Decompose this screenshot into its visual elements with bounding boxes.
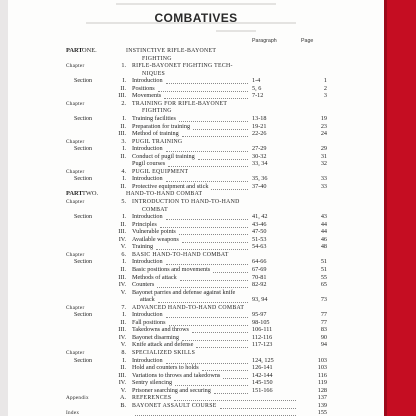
toc-number: II. xyxy=(120,265,126,273)
toc-entry-title: Introduction xyxy=(132,356,163,364)
toc-number: 4. xyxy=(121,167,126,175)
toc-entry-title: Training facilities xyxy=(132,114,176,122)
toc-entry-title: Prisoner searching and securing xyxy=(132,386,211,394)
page-number: 48 xyxy=(320,243,327,251)
toc-number: II. xyxy=(120,152,126,160)
paragraph-range: 95-97 xyxy=(252,311,267,319)
toc-label: Chapter xyxy=(66,63,85,70)
dot-leader xyxy=(160,221,248,228)
toc-number: II. xyxy=(120,364,126,372)
toc-label: Chapter xyxy=(66,350,85,356)
page-title: COMBATIVES xyxy=(154,11,238,25)
paragraph-range: 35, 36 xyxy=(252,175,268,183)
paragraph-column-header: Paragraph xyxy=(252,38,277,44)
toc-number: 3. xyxy=(121,137,126,145)
toc-entry-title: BAYONET ASSAULT COURSE xyxy=(132,402,217,409)
dot-leader xyxy=(158,85,248,92)
page-number: 2 xyxy=(323,84,327,92)
dot-leader xyxy=(192,326,248,333)
dot-leader xyxy=(179,228,248,235)
toc-entry-title: Movements xyxy=(132,92,162,100)
toc-number: V. xyxy=(120,386,126,394)
toc-number: 5. xyxy=(121,198,126,205)
toc-number: V. xyxy=(120,243,126,251)
page-number: 23 xyxy=(320,122,327,130)
paragraph-range: 13-18 xyxy=(252,114,267,122)
toc-number: 2. xyxy=(121,99,126,107)
toc-entry-title: Available weapons xyxy=(132,235,179,243)
toc-label: Chapter xyxy=(66,251,85,258)
page-number: 128 xyxy=(317,386,327,394)
toc-entry-title: NIQUES xyxy=(142,70,166,77)
toc-label: Chapter xyxy=(66,100,85,107)
toc-entry-title: Basic positions and movements xyxy=(132,265,211,273)
toc-number: I. xyxy=(122,145,126,153)
toc-label: Chapter xyxy=(66,199,85,205)
page-number: 31 xyxy=(320,152,327,160)
paragraph-range: 117-123 xyxy=(252,341,273,349)
dot-leader xyxy=(166,175,248,182)
paragraph-range: 43-46 xyxy=(252,220,267,228)
page-number: 83 xyxy=(320,326,327,334)
paragraph-range: 82-92 xyxy=(252,281,267,289)
dot-leader xyxy=(169,319,248,326)
dot-leader xyxy=(179,115,248,122)
paragraph-range: 7-12 xyxy=(252,92,264,100)
toc-number: II. xyxy=(120,122,126,130)
page-number: 90 xyxy=(320,333,327,341)
paragraph-range: 54-63 xyxy=(252,243,267,251)
toc-entry-title: HAND-TO-HAND COMBAT xyxy=(126,191,203,198)
toc-number: IV. xyxy=(118,281,126,289)
page-number: 94 xyxy=(320,341,327,349)
toc-label: Section xyxy=(74,312,92,319)
toc-entry-title: Introduction xyxy=(132,213,163,221)
paragraph-range: 70-81 xyxy=(252,273,267,281)
dot-leader xyxy=(156,243,248,250)
toc-entry-title: ADVANCED HAND-TO-HAND COMBAT xyxy=(132,304,245,311)
dot-leader xyxy=(164,92,248,99)
toc-number: V. xyxy=(120,341,126,349)
toc-number: III. xyxy=(118,273,126,281)
document-page xyxy=(8,0,384,416)
toc-number: III. xyxy=(118,326,126,334)
dot-leader xyxy=(182,236,248,243)
toc-number: III. xyxy=(118,130,126,138)
toc-number: 1. xyxy=(121,62,126,70)
toc-entry-title: RIFLE-BAYONET FIGHTING TECH- xyxy=(132,63,233,70)
dot-leader xyxy=(166,145,248,152)
toc-number: II. xyxy=(120,182,126,190)
page-number: 1 xyxy=(323,77,327,85)
dot-leader xyxy=(166,357,248,364)
page-number: 116 xyxy=(317,371,327,379)
dot-leader xyxy=(223,372,248,379)
dot-leader xyxy=(182,130,248,137)
paragraph-range: 27-29 xyxy=(252,145,267,153)
toc-entry-title: Variations to throws and takedowns xyxy=(132,371,221,379)
dot-leader xyxy=(175,379,248,386)
toc-number: 7. xyxy=(121,303,126,311)
toc-label: Section xyxy=(74,115,92,122)
toc-entry-title: Knife attack and defense xyxy=(132,341,194,349)
paragraph-range: 19-21 xyxy=(252,122,267,130)
toc-number: I. xyxy=(122,213,126,221)
paragraph-range: 30-32 xyxy=(252,152,267,160)
page-number: 65 xyxy=(320,281,327,289)
toc-entry-title: FIGHTING xyxy=(142,55,172,62)
toc-label: Section xyxy=(74,78,92,85)
paragraph-range: 5, 6 xyxy=(252,84,262,92)
paragraph-range: 106-111 xyxy=(252,326,273,334)
toc-entry-title: Conduct of pugil training xyxy=(132,152,195,160)
paragraph-range: 126-141 xyxy=(252,364,273,372)
toc-label: Chapter xyxy=(66,138,85,145)
page-number: 51 xyxy=(320,265,327,273)
toc-entry-title: Introduction xyxy=(132,145,163,153)
paragraph-range: 98-105 xyxy=(252,318,270,326)
dot-leader xyxy=(166,77,248,84)
toc-number: III. xyxy=(118,228,126,236)
dot-leader xyxy=(166,213,248,220)
toc-number: I. xyxy=(122,77,126,85)
toc-entry-title: Principles xyxy=(132,220,157,228)
page-number: 139 xyxy=(317,401,327,409)
toc-entry-title: Fall positions xyxy=(132,318,166,326)
dot-leader xyxy=(198,153,248,160)
toc-label: Index xyxy=(66,410,80,416)
page-number: 73 xyxy=(320,296,327,304)
toc-entry-title: Training xyxy=(132,243,154,251)
toc-entry-title: Takedowns and throws xyxy=(132,326,189,334)
toc-label: Section xyxy=(74,176,92,183)
toc-entry-title: COMBAT xyxy=(142,206,168,213)
page-shadow xyxy=(384,0,387,416)
toc-entry-title: Hold and counters to holds xyxy=(132,364,199,372)
toc-number: A. xyxy=(119,394,126,402)
toc-number: V. xyxy=(120,288,126,296)
toc-number: TWO. xyxy=(82,190,99,198)
toc-row xyxy=(8,409,384,416)
page-number: 103 xyxy=(317,356,327,364)
toc-entry-title: Positions xyxy=(132,84,155,92)
page-column-header: Page xyxy=(301,38,314,44)
page-number: 51 xyxy=(320,258,327,266)
page-number: 55 xyxy=(320,273,327,281)
toc-number: III. xyxy=(118,92,126,100)
toc-number: I. xyxy=(122,175,126,183)
page-number: 33 xyxy=(320,175,327,183)
toc-entry-title: Introduction xyxy=(132,258,163,266)
toc-number: I. xyxy=(122,258,126,266)
toc-label: Appendix xyxy=(66,395,89,402)
toc-number: IV. xyxy=(118,235,126,243)
dot-leader xyxy=(220,402,296,409)
dot-leader xyxy=(214,387,248,394)
toc-entry-title: Introduction xyxy=(132,311,163,319)
toc-number: I. xyxy=(122,356,126,364)
toc-entry-title: TRAINING FOR RIFLE-BAYONET xyxy=(132,100,228,107)
dot-leader xyxy=(158,296,248,303)
paragraph-range: 67-69 xyxy=(252,265,267,273)
page-number: 77 xyxy=(320,311,327,319)
page-number: 119 xyxy=(317,379,327,387)
dot-leader xyxy=(193,123,248,130)
paragraph-range: 37-40 xyxy=(252,182,267,190)
toc-number: II. xyxy=(120,220,126,228)
toc-entry-title: PUGIL EQUIPMENT xyxy=(132,168,189,175)
toc-entry-title: Protective equipment and stick xyxy=(132,182,209,190)
paragraph-range: 124, 125 xyxy=(252,356,274,364)
page-number: 19 xyxy=(320,114,327,122)
page-number: 33 xyxy=(320,182,327,190)
dot-leader xyxy=(211,183,248,190)
paragraph-range: 47-50 xyxy=(252,228,267,236)
paragraph-range: 1-4 xyxy=(252,77,261,85)
page-number: 24 xyxy=(320,130,327,138)
red-background-edge xyxy=(384,0,416,416)
toc-entry-title: REFERENCES xyxy=(132,395,172,402)
toc-entry-title: FIGHTING xyxy=(142,108,172,115)
toc-label: Section xyxy=(74,259,92,266)
page-number: 46 xyxy=(320,235,327,243)
page-number: 44 xyxy=(320,220,327,228)
toc-number: IV. xyxy=(118,379,126,387)
toc-entry-title: Sentry silencing xyxy=(132,379,173,387)
toc-label: Chapter xyxy=(66,304,85,311)
dot-leader xyxy=(213,266,248,273)
toc-entry-title: INSTINCTIVE RIFLE-BAYONET xyxy=(126,48,217,54)
dot-leader xyxy=(157,281,248,288)
paragraph-range: 33, 34 xyxy=(252,160,268,168)
toc-entry-title: INTRODUCTION TO HAND-TO-HAND xyxy=(132,199,240,205)
toc-entry-title: Bayonet parries and defense against knife xyxy=(132,288,236,296)
toc-label: Section xyxy=(74,146,92,153)
paragraph-range: 51-53 xyxy=(252,235,267,243)
toc-number: II. xyxy=(120,318,126,326)
page-number: 77 xyxy=(320,318,327,326)
page-gutter xyxy=(0,0,8,416)
toc-label: PART xyxy=(66,190,83,198)
dot-leader xyxy=(182,334,248,341)
page-number: 3 xyxy=(323,92,327,100)
dot-leader xyxy=(180,274,248,281)
toc-entry-title: SPECIALIZED SKILLS xyxy=(132,350,196,356)
page-number: 32 xyxy=(320,160,327,168)
toc-entry-title: BASIC HAND-TO-HAND COMBAT xyxy=(132,251,229,258)
page-number: 137 xyxy=(317,394,327,402)
paragraph-range: 64-66 xyxy=(252,258,267,266)
toc-entry-title: Introduction xyxy=(132,175,163,183)
toc-label: Section xyxy=(74,357,92,364)
toc-label: Section xyxy=(74,214,92,221)
paragraph-range: 145-150 xyxy=(252,379,273,387)
toc-number: I. xyxy=(122,311,126,319)
toc-label: PART xyxy=(66,47,83,54)
dot-leader xyxy=(168,160,248,167)
toc-entry-title: Method of training xyxy=(132,130,179,138)
toc-entry-title: Bayonet disarming xyxy=(132,333,179,341)
page-number: 103 xyxy=(317,364,327,372)
toc-number: III. xyxy=(118,371,126,379)
toc-number: II. xyxy=(120,84,126,92)
dot-leader xyxy=(174,394,296,401)
toc-entry-title: Vulnerable points xyxy=(132,228,176,236)
paragraph-range: 151-166 xyxy=(252,386,273,394)
toc-entry-title: Introduction xyxy=(132,77,163,85)
toc-number: I. xyxy=(122,114,126,122)
toc-entry-title: Methods of attack xyxy=(132,273,177,281)
toc-number: IV. xyxy=(118,333,126,341)
paragraph-range: 142-144 xyxy=(252,371,273,379)
toc-entry-title: attack xyxy=(140,296,155,304)
toc-entry-title: Pugil courses xyxy=(132,160,166,168)
dot-leader xyxy=(196,341,248,348)
toc-entry-title: Preparation for training xyxy=(132,122,191,130)
toc-number: ONE. xyxy=(82,47,97,54)
page-number: 43 xyxy=(320,213,327,221)
page-number: 44 xyxy=(320,228,327,236)
paragraph-range: 22-26 xyxy=(252,130,267,138)
page-number: 155 xyxy=(317,409,327,416)
paragraph-range: 112-116 xyxy=(252,333,273,341)
dot-leader xyxy=(135,409,296,416)
page-number: 29 xyxy=(320,145,327,153)
paragraph-range: 93, 94 xyxy=(252,296,268,304)
paragraph-range: 41, 42 xyxy=(252,213,268,221)
toc-entry-title: Counters xyxy=(132,281,155,289)
toc-number: 8. xyxy=(121,349,126,356)
dot-leader xyxy=(166,258,248,265)
dot-leader xyxy=(166,311,248,318)
toc-entry-title: PUGIL TRAINING xyxy=(132,138,183,145)
toc-number: 6. xyxy=(121,250,126,258)
dot-leader xyxy=(202,364,248,371)
toc-label: Chapter xyxy=(66,168,85,175)
toc-number: B. xyxy=(120,401,126,409)
